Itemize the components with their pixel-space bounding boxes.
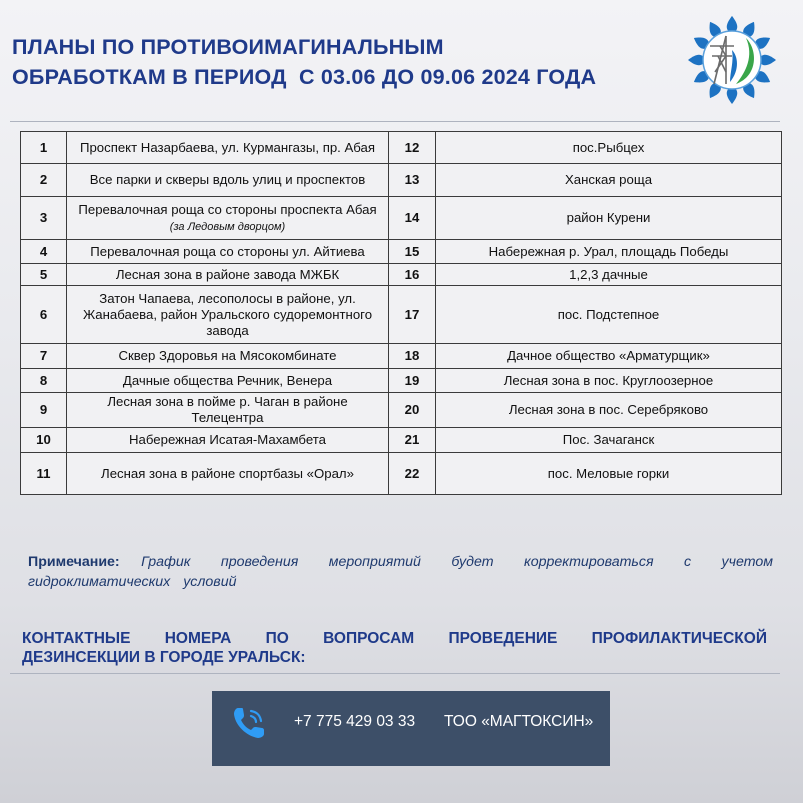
row-number-left (21, 197, 67, 240)
row-number-left-text: 4 (39, 243, 48, 259)
place-right-text: Лесная зона в пос. Круглоозерное (503, 372, 714, 388)
place-left-text: Лесная зона в районе спортбазы «Орал» (101, 465, 354, 481)
note-label: Примечание: (28, 554, 120, 570)
row-number-right (389, 132, 436, 164)
contacts-heading-line-2: ДЕЗИНСЕКЦИИ В ГОРОДЕ УРАЛЬСК: (22, 649, 306, 666)
row-number-left (21, 453, 67, 495)
place-left (67, 344, 389, 369)
row-number-right-text: 17 (404, 306, 420, 322)
row-number-right (389, 344, 436, 369)
row-number-left-text: 1 (39, 139, 48, 155)
contacts-heading-line-1 (22, 629, 767, 648)
table-row (21, 132, 782, 164)
place-left (67, 453, 389, 495)
place-left (67, 369, 389, 393)
place-right (436, 369, 782, 393)
place-right-text: пос. Меловые горки (547, 465, 670, 481)
row-number-left (21, 132, 67, 164)
contact-box (212, 691, 610, 766)
row-number-left (21, 264, 67, 286)
place-right (436, 286, 782, 344)
place-right (436, 164, 782, 197)
place-right (436, 428, 782, 453)
table-row (21, 453, 782, 495)
row-number-right-text: 20 (404, 402, 420, 417)
row-number-right-text: 21 (404, 432, 420, 447)
row-number-right-text: 12 (404, 139, 420, 155)
contacts-heading (22, 629, 767, 667)
row-number-left-text: 3 (39, 210, 48, 225)
row-number-right (389, 393, 436, 428)
row-number-right (389, 369, 436, 393)
table-row (21, 393, 782, 428)
locations-table (20, 131, 782, 495)
row-number-right (389, 240, 436, 264)
place-right-text: Лесная зона в пос. Серебряково (508, 402, 709, 417)
row-number-right (389, 453, 436, 495)
row-number-left (21, 428, 67, 453)
row-number-left (21, 286, 67, 344)
phone-number[interactable]: +7 775 429 03 33 (294, 713, 416, 730)
row-number-right-text: 19 (404, 372, 420, 388)
heading-word: ПРОВЕДЕНИЕ (448, 630, 558, 647)
row-number-left (21, 240, 67, 264)
place-left-text: Перевалочная роща со стороны проспекта Абая (78, 201, 377, 217)
row-number-right-text: 15 (404, 243, 420, 259)
row-number-right-text: 14 (404, 210, 420, 225)
place-right (436, 393, 782, 428)
place-left (67, 164, 389, 197)
place-right-text: пос.Рыбцех (572, 139, 645, 155)
table-row (21, 428, 782, 453)
place-right-text: район Курени (566, 210, 651, 225)
place-left (67, 240, 389, 264)
place-left-text: Лесная зона в пойме р. Чаган в районе Телецентра (107, 394, 348, 425)
row-number-right-text: 22 (404, 465, 420, 481)
place-left (67, 286, 389, 344)
place-left (67, 393, 389, 428)
place-right-text: Ханская роща (564, 172, 653, 187)
place-right-text: пос. Подстепное (557, 306, 660, 322)
place-left-text: Все парки и скверы вдоль улиц и проспектов (89, 172, 366, 187)
place-left (67, 428, 389, 453)
place-right-text: Набережная р. Урал, площадь Победы (488, 243, 729, 259)
row-number-right (389, 428, 436, 453)
place-right (436, 240, 782, 264)
place-right (436, 197, 782, 240)
company-name: ТОО «МАГТОКСИН» (444, 713, 594, 730)
heading-word: ПО (265, 630, 289, 647)
place-right-text: Пос. Зачаганск (562, 432, 655, 447)
heading-word: ПРОФИЛАКТИЧЕСКОЙ (591, 630, 767, 647)
place-right (436, 264, 782, 286)
row-number-left-text: 7 (39, 348, 48, 363)
row-number-left-text: 10 (36, 432, 51, 447)
place-right (436, 453, 782, 495)
row-number-right (389, 286, 436, 344)
row-number-left (21, 344, 67, 369)
company-logo-icon (686, 14, 778, 106)
title-line-2: ОБРАБОТКАМ В ПЕРИОД С 03.06 ДО 09.06 2024 ГОДА (12, 65, 597, 89)
row-number-left-text: 11 (36, 465, 51, 481)
row-number-right-text: 18 (404, 348, 420, 363)
row-number-left-text: 9 (39, 402, 48, 417)
title-line-1: ПЛАНЫ ПО ПРОТИВОИМАГИНАЛЬНЫМ (12, 35, 444, 59)
table-row (21, 264, 782, 286)
place-left-text: Дачные общества Речник, Венера (122, 372, 333, 388)
table-row (21, 369, 782, 393)
place-left (67, 197, 389, 240)
place-right-text: Дачное общество «Арматурщик» (507, 348, 710, 363)
table-row (21, 344, 782, 369)
row-number-right (389, 164, 436, 197)
page-title (12, 32, 682, 92)
top-divider (10, 121, 780, 122)
row-number-right-text: 16 (404, 266, 420, 282)
place-left (67, 264, 389, 286)
row-number-right (389, 264, 436, 286)
row-number-left-text: 2 (39, 172, 48, 187)
row-number-left-text: 8 (39, 372, 48, 388)
place-left-text: Проспект Назарбаева, ул. Курмангазы, пр. Абая (79, 139, 376, 155)
row-number-left (21, 369, 67, 393)
heading-word: НОМЕРА (164, 630, 232, 647)
place-left (67, 132, 389, 164)
heading-word: ВОПРОСАМ (323, 630, 415, 647)
table-row (21, 197, 782, 240)
row-number-left (21, 164, 67, 197)
bottom-divider (10, 673, 780, 674)
place-left-text: Перевалочная роща со стороны ул. Айтиева (90, 243, 365, 259)
place-right (436, 132, 782, 164)
place-left-text: Сквер Здоровья на Мясокомбинате (118, 348, 337, 363)
row-number-left-text: 5 (39, 266, 48, 282)
table-row (21, 164, 782, 197)
place-left-text: Лесная зона в районе завода МЖБК (115, 266, 340, 282)
place-left-text: Затон Чапаева, лесополосы в районе, ул. Жанабаева, район Уральского судоремонтного завода (82, 290, 373, 338)
heading-word: КОНТАКТНЫЕ (22, 630, 131, 647)
place-left-text: Набережная Исатая-Махамбета (129, 432, 326, 447)
row-number-right-text: 13 (404, 172, 420, 187)
table-row (21, 240, 782, 264)
row-number-left-text: 6 (39, 306, 48, 322)
row-number-left (21, 393, 67, 428)
note-text: График проведения мероприятий будет корректироваться с учетом гидроклиматических условий (28, 554, 773, 590)
place-right-text: 1,2,3 дачные (569, 266, 648, 282)
phone-icon[interactable] (231, 705, 267, 741)
place-left-note: (за Ледовым дворцом) (169, 220, 286, 233)
table-row (21, 286, 782, 344)
place-right (436, 344, 782, 369)
row-number-right (389, 197, 436, 240)
note-block (28, 552, 773, 592)
